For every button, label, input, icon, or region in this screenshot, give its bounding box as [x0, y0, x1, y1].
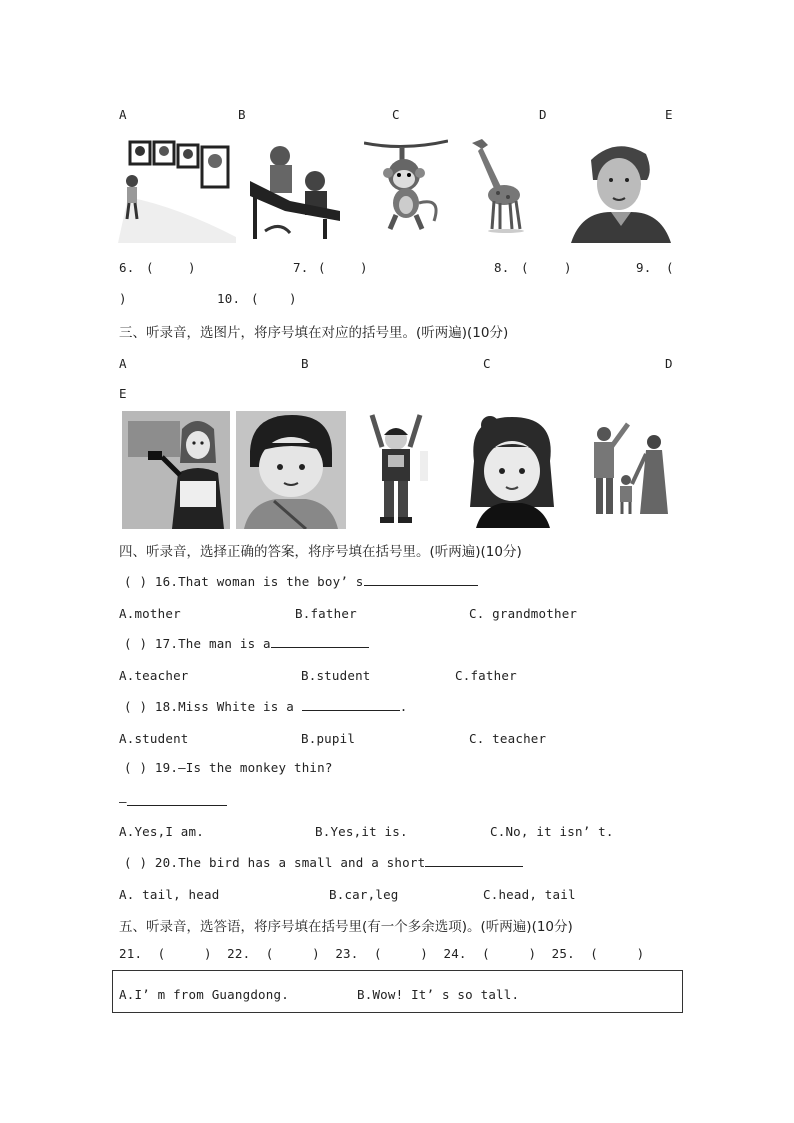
answer-blank[interactable]: [302, 698, 400, 711]
box-option-b: B.Wow! It’ s so tall.: [357, 987, 520, 1002]
man-portrait-image: [571, 140, 671, 243]
portrait-gallery-image: [118, 137, 236, 243]
option-letter-c: C: [483, 356, 491, 371]
part4-heading: 四、听录音，选择正确的答案，将序号填在括号里。(听两遍)(10分): [119, 544, 522, 560]
answer-8-open: (: [521, 260, 529, 275]
answer-7-close: ): [360, 260, 368, 275]
answer-blank[interactable]: [271, 635, 369, 648]
answer-8-close: ): [564, 260, 572, 275]
question-20-stem: ( ) 20.The bird has a small and a short: [124, 855, 426, 870]
answer-8-number: 8.: [494, 260, 510, 275]
option-c: C. teacher: [469, 731, 547, 746]
giraffe-image: [468, 135, 528, 235]
teacher-desk-image: [245, 141, 341, 241]
answer-10-close: ): [289, 291, 297, 306]
answer-blank[interactable]: [127, 793, 227, 806]
question-19-answer-line: [119, 793, 227, 809]
option-letter-d: D: [539, 107, 547, 122]
option-c: C.No, it isn’ t.: [490, 824, 614, 839]
option-c: C.father: [455, 668, 517, 683]
question-16-stem: ( ) 16.That woman is the boy’ s: [124, 574, 364, 589]
option-b: B.father: [295, 606, 357, 621]
answer-6-open: (: [146, 260, 154, 275]
part5-answer-row: 21. ( ) 22. ( ) 23. ( ) 24. ( ) 25. ( ): [119, 946, 645, 961]
question-18-period: .: [399, 699, 408, 714]
boy-arms-up-image: [364, 411, 430, 528]
option-a: A. tail, head: [119, 887, 220, 902]
answer-10-number: 10.: [217, 291, 241, 306]
option-letter-a: A: [119, 107, 127, 122]
answer-9-number: 9.: [636, 260, 652, 275]
option-letter-d: D: [665, 356, 673, 371]
answer-10-open: (: [251, 291, 259, 306]
option-c: C. grandmother: [469, 606, 578, 621]
answer-7-open: (: [318, 260, 326, 275]
question-18: [124, 698, 407, 714]
monkey-image: [364, 137, 448, 235]
question-18-stem: ( ) 18.Miss White is a: [124, 699, 294, 714]
option-a: A.student: [119, 731, 189, 746]
answer-blank[interactable]: [364, 573, 478, 586]
question-16: [124, 573, 478, 589]
option-a: A.Yes,I am.: [119, 824, 204, 839]
family-image: [584, 418, 672, 518]
answer-6-close: ): [188, 260, 196, 275]
answer-7-number: 7.: [293, 260, 309, 275]
answer-options-box: [112, 970, 683, 1013]
option-letter-c: C: [392, 107, 400, 122]
option-letter-a: A: [119, 356, 127, 371]
answer-9-close: ): [119, 291, 127, 306]
girl-portrait-image: [460, 411, 564, 528]
option-letter-b: B: [301, 356, 309, 371]
box-option-a: A.I’ m from Guangdong.: [119, 987, 289, 1002]
option-b: B.student: [301, 668, 371, 683]
question-20: [124, 854, 523, 870]
answer-blank[interactable]: [425, 854, 523, 867]
option-a: A.teacher: [119, 668, 189, 683]
answer-6-number: 6.: [119, 260, 135, 275]
option-letter-e: E: [119, 386, 127, 401]
option-a: A.mother: [119, 606, 181, 621]
option-b: B.Yes,it is.: [315, 824, 408, 839]
option-letter-b: B: [238, 107, 246, 122]
option-b: B.car,leg: [329, 887, 399, 902]
question-19-stem: ( ) 19.—Is the monkey thin?: [124, 760, 333, 775]
option-c: C.head, tail: [483, 887, 576, 902]
part5-heading: 五、听录音，选答语，将序号填在括号里(有一个多余选项)。(听两遍)(10分): [119, 919, 573, 935]
question-17-stem: ( ) 17.The man is a: [124, 636, 271, 651]
option-letter-e: E: [665, 107, 673, 122]
answer-dash: —: [119, 794, 127, 809]
option-b: B.pupil: [301, 731, 356, 746]
question-17: [124, 635, 369, 651]
boy-portrait-image: [236, 411, 346, 529]
part3-heading: 三、听录音，选图片，将序号填在对应的括号里。(听两遍)(10分): [119, 325, 509, 341]
answer-9-open: (: [666, 260, 674, 275]
woman-teacher-image: [122, 411, 230, 529]
